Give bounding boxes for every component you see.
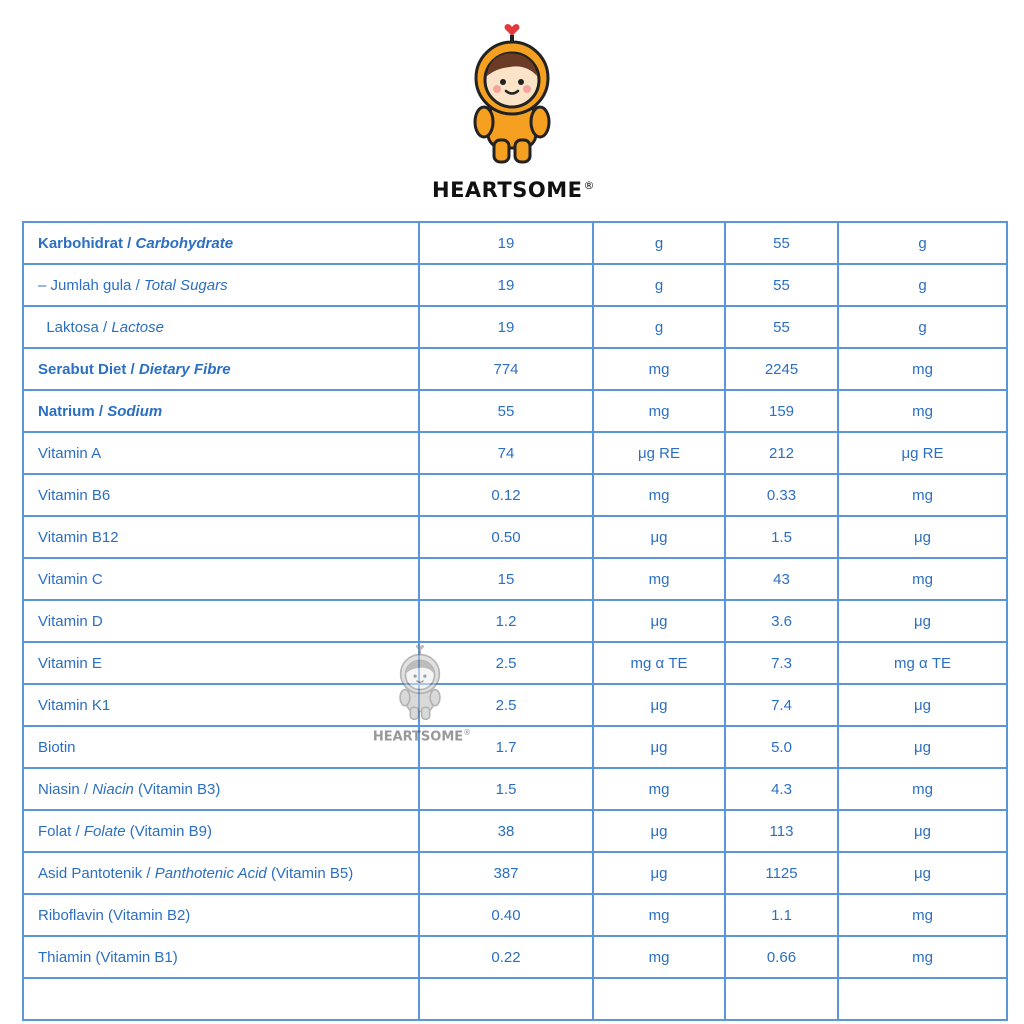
per-serving-value: 0.22 [419, 936, 593, 978]
per-100g-unit: mg [838, 348, 1007, 390]
per-serving-unit: g [593, 306, 725, 348]
per-serving-value: 1.5 [419, 768, 593, 810]
per-100g-unit: μg [838, 684, 1007, 726]
per-serving-unit: mg [593, 936, 725, 978]
nutrient-name: Vitamin K1 [23, 684, 419, 726]
per-serving-value: 19 [419, 264, 593, 306]
per-100g-value: 0.66 [725, 936, 838, 978]
nutrient-name: Thiamin (Vitamin B1) [23, 936, 419, 978]
table-row [23, 852, 1007, 894]
nutrient-name: Vitamin B12 [23, 516, 419, 558]
per-100g-value: 7.4 [725, 684, 838, 726]
per-serving-unit: μg [593, 600, 725, 642]
table-row [23, 264, 1007, 306]
per-100g-value: 1125 [725, 852, 838, 894]
per-serving-value: 74 [419, 432, 593, 474]
per-serving-value: 1.7 [419, 726, 593, 768]
nutrient-name: Vitamin B6 [23, 474, 419, 516]
per-100g-value: 113 [725, 810, 838, 852]
table-row [23, 936, 1007, 978]
nutrient-name: Serabut Diet / Dietary Fibre [23, 348, 419, 390]
per-serving-value: 387 [419, 852, 593, 894]
brand-logo [432, 18, 595, 202]
per-100g-unit: mg [838, 768, 1007, 810]
per-100g-unit: g [838, 264, 1007, 306]
table-row [23, 684, 1007, 726]
per-serving-unit: mg [593, 390, 725, 432]
nutrient-name: Vitamin E [23, 642, 419, 684]
per-serving-unit: mg [593, 474, 725, 516]
per-serving-value: 2.5 [419, 642, 593, 684]
per-serving-unit: mg [593, 894, 725, 936]
per-serving-unit: mg [593, 558, 725, 600]
table-row [23, 810, 1007, 852]
table-row [23, 432, 1007, 474]
brand-name: HEARTSOME® [432, 178, 595, 202]
table-row [23, 726, 1007, 768]
per-100g-value: 3.6 [725, 600, 838, 642]
nutrition-table [22, 221, 1008, 1021]
per-serving-unit: mg α TE [593, 642, 725, 684]
per-100g-unit: mg [838, 936, 1007, 978]
nutrient-name: Laktosa / Lactose [23, 306, 419, 348]
per-serving-unit: μg [593, 726, 725, 768]
per-serving-unit: μg [593, 516, 725, 558]
per-serving-value: 55 [419, 390, 593, 432]
per-serving-unit: μg [593, 852, 725, 894]
per-100g-unit: μg [838, 810, 1007, 852]
per-100g-unit: mg α TE [838, 642, 1007, 684]
per-serving-value: 774 [419, 348, 593, 390]
per-serving-value: 38 [419, 810, 593, 852]
table-row [23, 390, 1007, 432]
per-100g-value: 43 [725, 558, 838, 600]
table-row [23, 348, 1007, 390]
table-row [23, 222, 1007, 264]
per-100g-unit: g [838, 222, 1007, 264]
per-100g-value: 0.33 [725, 474, 838, 516]
nutrient-name: Asid Pantotenik / Panthotenic Acid (Vitamin B5) [23, 852, 419, 894]
per-serving-unit: μg [593, 810, 725, 852]
per-100g-value: 4.3 [725, 768, 838, 810]
table-row [23, 894, 1007, 936]
nutrient-name: – Jumlah gula / Total Sugars [23, 264, 419, 306]
per-serving-value: 19 [419, 306, 593, 348]
nutrient-name: Biotin [23, 726, 419, 768]
per-serving-unit: mg [593, 768, 725, 810]
per-serving-unit: g [593, 264, 725, 306]
astronaut-watermark-icon [392, 636, 448, 728]
per-100g-unit: mg [838, 558, 1007, 600]
per-100g-unit: mg [838, 474, 1007, 516]
per-serving-unit: g [593, 222, 725, 264]
per-serving-unit: μg RE [593, 432, 725, 474]
per-100g-value: 159 [725, 390, 838, 432]
table-row [23, 600, 1007, 642]
per-serving-unit: mg [593, 348, 725, 390]
table-row [23, 642, 1007, 684]
nutrient-name: Riboflavin (Vitamin B2) [23, 894, 419, 936]
per-serving-value: 0.50 [419, 516, 593, 558]
per-100g-value: 1.5 [725, 516, 838, 558]
watermark-text: HEARTSOME® [372, 728, 472, 745]
nutrient-name: Vitamin C [23, 558, 419, 600]
per-serving-value: 19 [419, 222, 593, 264]
per-100g-unit: μg RE [838, 432, 1007, 474]
nutrient-name: Folat / Folate (Vitamin B9) [23, 810, 419, 852]
nutrient-name: Natrium / Sodium [23, 390, 419, 432]
table-row-partial [23, 978, 1007, 1020]
nutrient-name: Karbohidrat / Carbohydrate [23, 222, 419, 264]
per-100g-value: 212 [725, 432, 838, 474]
per-100g-value: 2245 [725, 348, 838, 390]
watermark [372, 636, 472, 746]
per-serving-value: 0.12 [419, 474, 593, 516]
nutrient-name: Niasin / Niacin (Vitamin B3) [23, 768, 419, 810]
per-100g-unit: g [838, 306, 1007, 348]
per-serving-value: 2.5 [419, 684, 593, 726]
per-100g-unit: μg [838, 516, 1007, 558]
per-serving-value: 1.2 [419, 600, 593, 642]
per-100g-unit: mg [838, 390, 1007, 432]
table-row [23, 474, 1007, 516]
per-100g-unit: mg [838, 894, 1007, 936]
nutrient-name: Vitamin A [23, 432, 419, 474]
per-100g-value: 5.0 [725, 726, 838, 768]
table-row [23, 558, 1007, 600]
per-100g-unit: μg [838, 852, 1007, 894]
per-100g-value: 55 [725, 222, 838, 264]
nutrient-name: Vitamin D [23, 600, 419, 642]
per-100g-unit: μg [838, 600, 1007, 642]
per-serving-unit: μg [593, 684, 725, 726]
table-row [23, 306, 1007, 348]
table-row [23, 516, 1007, 558]
astronaut-mascot-icon [460, 18, 564, 168]
per-serving-value: 15 [419, 558, 593, 600]
per-100g-value: 7.3 [725, 642, 838, 684]
table-row [23, 768, 1007, 810]
per-100g-value: 55 [725, 306, 838, 348]
per-100g-value: 55 [725, 264, 838, 306]
per-serving-value: 0.40 [419, 894, 593, 936]
per-100g-value: 1.1 [725, 894, 838, 936]
per-100g-unit: μg [838, 726, 1007, 768]
